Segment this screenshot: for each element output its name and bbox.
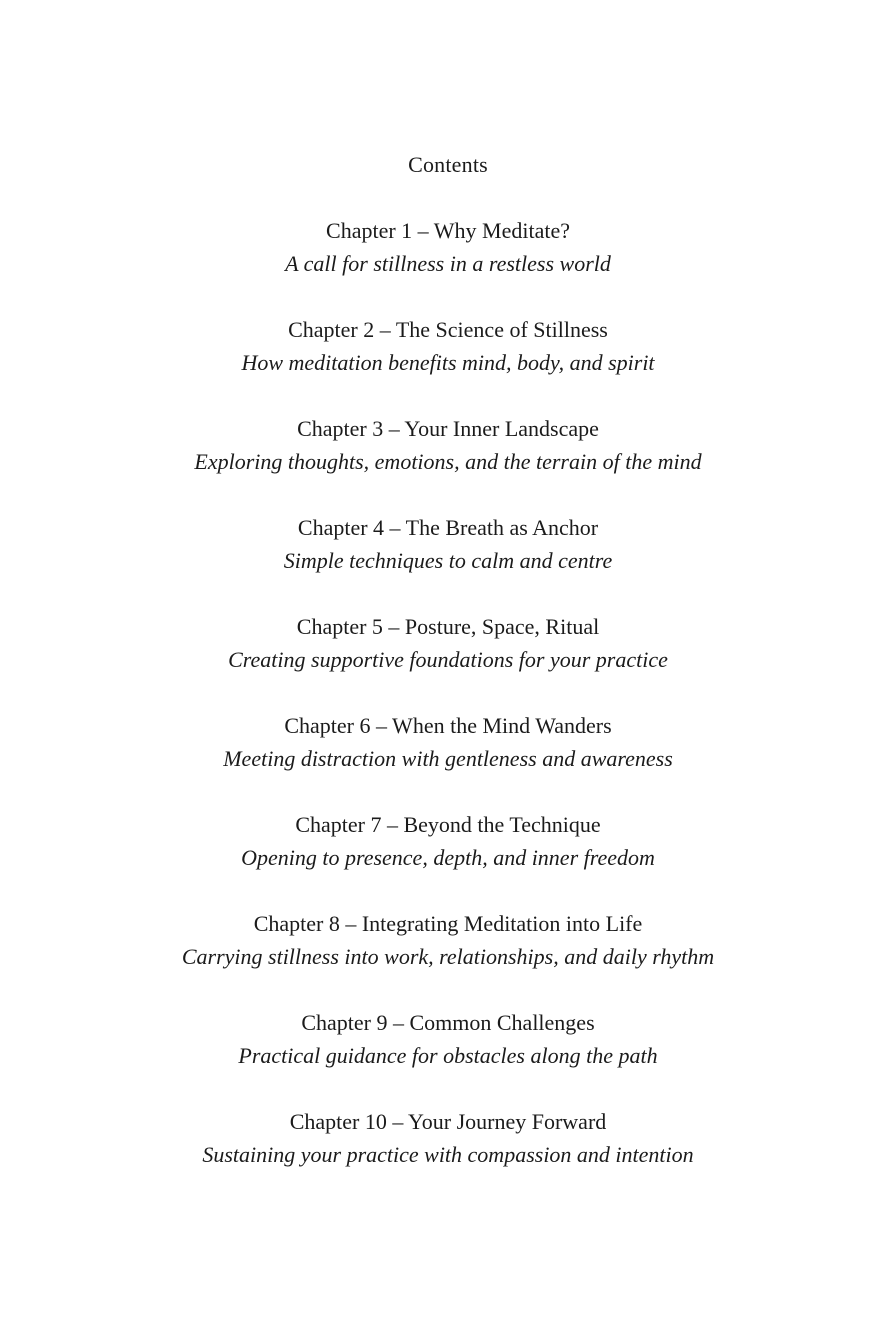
toc-entry: [55, 511, 841, 577]
chapter-title: Chapter 5 – Posture, Space, Ritual: [296, 614, 600, 639]
chapter-subtitle: Meeting distraction with gentleness and awareness: [223, 746, 673, 771]
chapter-title: Chapter 2 – The Science of Stillness: [288, 317, 608, 342]
chapter-title: Chapter 9 – Common Challenges: [301, 1010, 595, 1035]
chapter-subtitle: Practical guidance for obstacles along the path: [238, 1043, 658, 1068]
toc-entry: [55, 808, 841, 874]
toc-entry: [55, 709, 841, 775]
chapter-subtitle: A call for stillness in a restless world: [285, 251, 611, 276]
toc-entry: [55, 1105, 841, 1171]
table-of-contents: [55, 214, 841, 1171]
chapter-title: Chapter 10 – Your Journey Forward: [289, 1109, 607, 1134]
chapter-subtitle: Creating supportive foundations for your practice: [228, 647, 668, 672]
toc-entry: [55, 313, 841, 379]
chapter-title: Chapter 7 – Beyond the Technique: [295, 812, 601, 837]
toc-entry: [55, 610, 841, 676]
chapter-title: Chapter 8 – Integrating Meditation into Life: [253, 911, 643, 936]
chapter-subtitle: Exploring thoughts, emotions, and the terrain of the mind: [194, 449, 702, 474]
chapter-title: Chapter 1 – Why Meditate?: [326, 218, 570, 243]
chapter-subtitle: Carrying stillness into work, relationships, and daily rhythm: [181, 944, 715, 969]
toc-entry: [55, 214, 841, 280]
toc-entry: [55, 412, 841, 478]
toc-entry: [55, 907, 841, 973]
chapter-title: Chapter 6 – When the Mind Wanders: [284, 713, 612, 738]
toc-entry: [55, 1006, 841, 1072]
chapter-subtitle: Opening to presence, depth, and inner freedom: [241, 845, 655, 870]
chapter-title: Chapter 3 – Your Inner Landscape: [297, 416, 599, 441]
chapter-subtitle: How meditation benefits mind, body, and spirit: [241, 350, 655, 375]
page-title: Contents: [408, 152, 488, 177]
chapter-subtitle: Simple techniques to calm and centre: [283, 548, 613, 573]
chapter-subtitle: Sustaining your practice with compassion and intention: [202, 1142, 694, 1167]
chapter-title: Chapter 4 – The Breath as Anchor: [297, 515, 599, 540]
